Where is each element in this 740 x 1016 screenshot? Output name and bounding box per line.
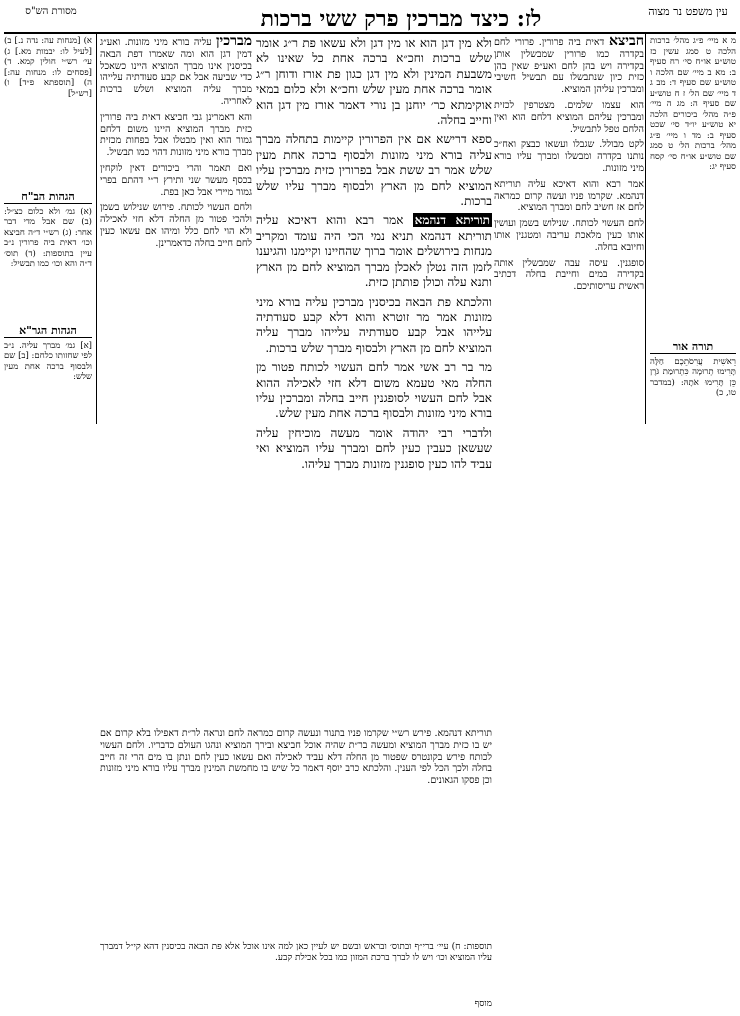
tosafot-paragraph: ואם תאמר והרי ביכורים דאין לוקחין בכסף מעשר שני ותירץ ר״י דהתם בפרי גמור מיירי אבל כאן בפת. — [100, 162, 252, 198]
torah-or-heading: תורה אור — [650, 342, 736, 354]
rashi-paragraph: אמר רבא והוא דאיכא עליה תוריתא דנהמא. שקרמו פניו ועשה קרום כמראה לחם אז חשיב לחם ומברך המוציא. — [494, 178, 644, 214]
talmud-page — [4, 4, 736, 1012]
rashi-paragraph: סופגנין. עיסה עבה שמבשלין אותה בקדירה במים וחייבת בחלה דכתיב ראשית עריסותיכם. — [494, 257, 644, 293]
gemara-paragraph: ספא דרישא אם אין הפרורין קיימות בתחלה מברך עליה בורא מיני מזונות ולבסוף ברכה אחת מעין שלש אמר רב ששת אבל בפרורין כזית מברכין עליו המוציא לחם מן הארץ ולבסוף מברך עליו שלש ברכות. — [256, 132, 492, 209]
ein-mishpat-column — [650, 36, 736, 336]
tosafot-paragraph: והא דאמרינן גבי חביצא דאית ביה פרורין כזית מברך המוציא היינו משום דלחם גמור הוא ואין מבטלו אבל בפחות מכזית מברך בורא מיני מזונות דהוי כמו תבשיל. — [100, 111, 252, 159]
gemara-bold-term: תוריתא דנהמא — [414, 213, 490, 228]
gemara-paragraph: מר בר רב אשי אמר לחם העשוי לכותח פטור מן החלה מאי טעמא משום דלא חזי לאכילה ההוא אבל לחם העשוי לסופגנין חייב בחלה ומברכין עליו בורא מיני מזונות ולבסוף ברכה אחת מעין שלש. — [256, 360, 492, 421]
hagahot-bach-column — [4, 190, 92, 320]
gemara-column — [256, 36, 492, 726]
gemara-paragraph: והלכתא פת הבאה בכיסנין מברכין עליה בורא מיני מזונות אמר מר זוטרא והוא דלא קבע סעודתיה עלייהו אבל קבע סעודתיה עלייהו מברך עליה המוציא לחם מן הארץ ולבסוף מברך שלש ברכות. — [256, 294, 492, 355]
rashi-paragraph: דאית ביה פרורין. פרורי לחם בקדרה כמו פרורין שמבשלין אותן בקדירה ויש בהן לחם ואע״פ שאין בהן כזית כיון שנתבשלו עם תבשיל חשיבי ומברכין עליהן המוציא. — [494, 37, 644, 96]
hagahot-gra-text: [א] גמ׳ מברך עליה. נ״ב לפי שחזותו כלחם: [ב] שם ולבסוף ברכה אחת מעין שלש: — [4, 340, 92, 382]
gemara-paragraph: ולא מין דגן הוא או מין דגן ולא עשאו פת ר״ג אומר שלש ברכות וחכ״א ברכה אחת כל שאינו לא משבעת המינין ולא מין דגן כגון פת אורז ודוחן ר״ג אומר ברכה אחת מעין שלש וחכ״א ולא כלום במאי אוקימתא כר׳ יוחנן בן נורי דאמר אורז מין דגן הוא וחייב בחלה. — [256, 36, 492, 128]
footer-end-note: מוסף — [474, 999, 492, 1009]
rashi-heading-word: חביצא — [608, 36, 644, 49]
tosafot-column — [100, 36, 252, 726]
rashi-paragraph: הוא עצמו שלמים. מצטרפין לכזית ומברכין עליהם המוציא דלחם הוא ואין הלחם טפל לתבשיל. — [494, 99, 644, 135]
masoret-text: א) [מנחות עה: נדה נ.] ב) [לעיל לו: יבמות מא.] ג) עי׳ רש״י חולין קמא. ד) [פסחים לו: מנחות עה:] ה) [תוספתא פ״ד] ו) [רש״ל] — [4, 36, 92, 99]
footer-note: תוספות: ח) עיי׳ ברי״ף ובתוס׳ ובראש ובשם יש לעיין כאן למה אינו אוכל אלא פת הבאה בכיסנין דהא קי״ל דמברך עליו המוציא וכו׳ ויש לו לברך ברכת המזון כמו בכל אכילת קבע. — [100, 942, 492, 963]
tosafot-paragraph: עליה בורא מיני מזונות. ואע״ג דמין דגן הוא ומה שאמרו דפת הבאה בכיסנין אינו מברך המוציא היינו כשאכל כדי שביעה אבל אם קבע סעודתיה עלייהו מברך עליה המוציא ושלש ברכות לאחריה. — [100, 37, 252, 107]
ein-mishpat-text: מ א מיי׳ פ״ג מהל׳ ברכות הלכה ט סמג עשין כז טוש״ע או״ח סי׳ רח סעיף ב: מא ב מיי׳ שם הלכה ו טוש״ע שם סעיף ד: מב ג ד מיי׳ שם הל׳ ז ח טוש״ע שם סעיף ה: מג ה מיי׳ פ״ה מהל׳ ביכורים הלכה יא טוש״ע יו״ד סי׳ שכט סעיף ב: מד ו מיי׳ פ״ג מהל׳ ברכות הל׳ ט סמג שם טוש״ע או״ח סי׳ קסח סעיף יג: — [650, 36, 736, 172]
tosafot-paragraph: ולחם העשוי לכותח. פירוש שנילוש בשמן ולהכי פטור מן החלה דלא חזי לאכילה ולא הוי לחם כלל ומיהו אם עשאו כעין לחם חייב בחלה כדאמרינן. — [100, 202, 252, 249]
rashi-paragraph: לקט מבולל. שגבלו ועשאו כבצק ואח״כ נותנו בקדרה ומבשלו ומברך עליו בורא מיני מזונות. — [494, 139, 644, 174]
bottom-commentary — [100, 728, 492, 938]
rashi-column — [494, 36, 644, 976]
hagahot-gra-column — [4, 324, 92, 424]
rashi-paragraph: לחם העשוי לכותח. שנילוש בשמן ועושין אותו כעין מלאכת עריבה ומטגנין אותו וחיובא בחלה. — [494, 218, 644, 253]
hagahot-bach-text: (א) גמ׳ ולא כלום כצ״ל: (ב) שם אבל מדי דבר אחר: (ג) רש״י ד״ה חביצא וכו׳ דאית ביה פרורין נ״ב עיין בתוספות: (ד) תוס׳ ד״ה והא וכו׳ כמו תבשיל: — [4, 206, 92, 269]
torah-or-text: רֵאשִׁית עֲרִסֹתֵכֶם חַלָּה תָּרִימוּ תְרוּמָה כִּתְרוּמַת גֹּרֶן כֵּן תָּרִימוּ אֹתָהּ: (במדבר טו, כ) — [650, 356, 736, 398]
bottom-commentary-text: תוריתא דנהמא. פירש רש״י שקרמו פניו בתנור ונעשה קרום כמראה לחם ונראה לר״ת דאפילו בלא קרום אם יש בו כזית מברך המוציא ומעשה בר״ת שהיה אוכל חביצא ובירך המוציא ונהגו העולם כדבריו. ולחם העשוי לכותח פירש בקונטרס שפטור מן החלה דלא עביד לאכילה ואם עשאו כעין לחם ונתן בו מים הרי זה חייב בחלה ולכך הכל לפי הענין. והלכתא כרב יוסף דאמר כל שיש בו מחמשת המינין מברך עליו בורא מיני מזונות וכן פסקו הגאונים. — [100, 728, 492, 787]
masoret-label: מסורת הש"ס — [25, 6, 77, 17]
ein-mishpat-label: עין משפט נר מצוה — [648, 5, 728, 18]
hagahot-gra-heading: הגהות הגר"א — [4, 326, 92, 338]
hagahot-bach-heading: הגהות הב"ח — [4, 192, 92, 204]
page-title: לז: כיצד מברכין פרק ששי ברכות — [260, 6, 542, 32]
column-divider — [96, 34, 97, 424]
column-divider — [645, 34, 646, 424]
torah-or-column — [650, 340, 736, 420]
page-header — [4, 4, 736, 34]
gemara-paragraph: ולדברי רבי יהודה אומר מעשה מוכיחין עליה שעשאן כעבין כעין לחם ומברך עליו המוציא ואי עביד להו כעין סופגנין מזונות מברך עליהו. — [256, 425, 492, 471]
tosafot-heading-word: מברכין — [215, 36, 252, 49]
gemara-paragraph: אמר רבא והוא דאיכא עליה תוריתא דנהמא תניא נמי הכי היה עומד ומקריב מנחות בירושלים אומר ברוך שהחיינו וקיימנו והגיענו לזמן הזה נטלן לאכלן מברך המוציא לחם מן הארץ ותנא עלה וכולן פותתן כזית. — [256, 213, 492, 290]
masoret-hashas-column — [4, 36, 92, 186]
